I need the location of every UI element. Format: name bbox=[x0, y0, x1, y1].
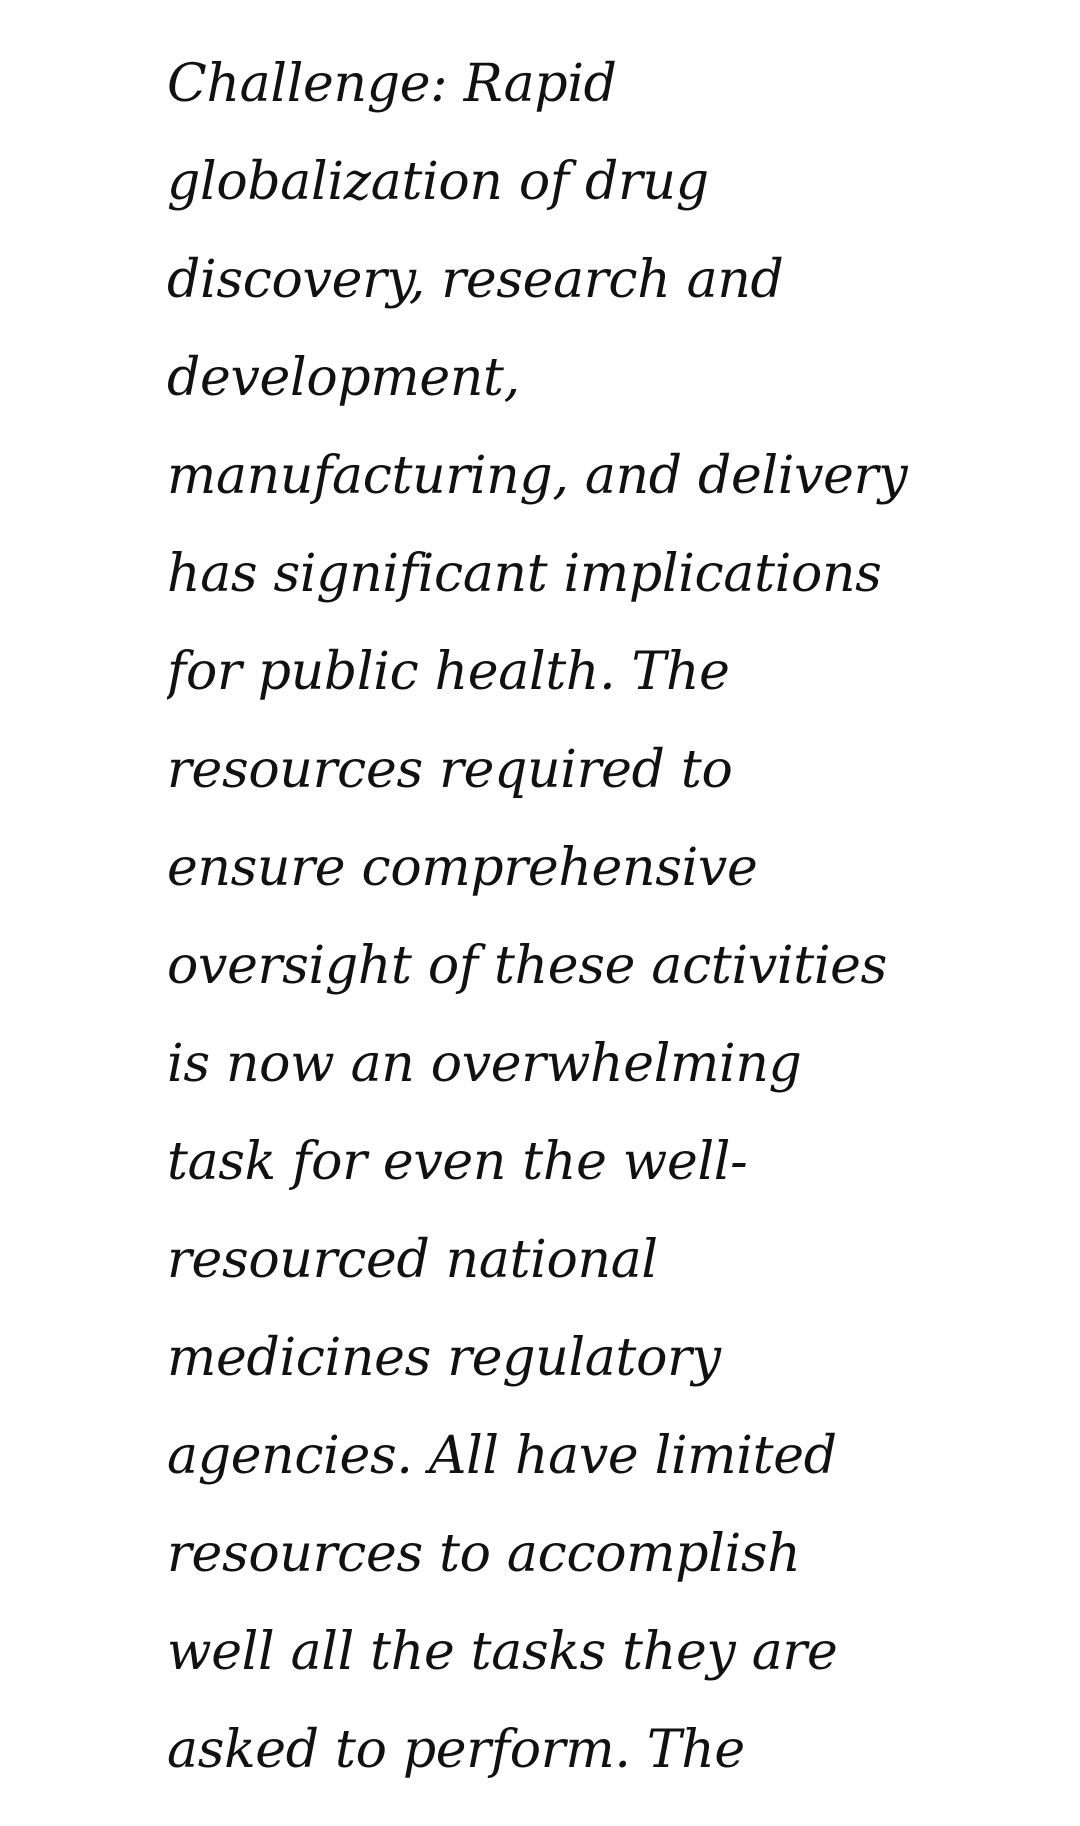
text-line: task for even the well- bbox=[167, 1132, 748, 1192]
text-line: Challenge: Rapid bbox=[167, 54, 617, 114]
text-line: has significant implications bbox=[167, 544, 882, 604]
text-line: for public health. The bbox=[167, 642, 730, 702]
text-line: globalization of drug bbox=[167, 152, 709, 212]
text-line: agencies. All have limited bbox=[167, 1426, 837, 1486]
text-line: asked to perform. The bbox=[167, 1720, 745, 1780]
text-line: is now an overwhelming bbox=[167, 1034, 802, 1094]
text-line: medicines regulatory bbox=[167, 1328, 721, 1388]
article-body bbox=[167, 0, 927, 1826]
text-line: manufacturing, and delivery bbox=[167, 446, 908, 506]
text-line: development, bbox=[167, 348, 520, 408]
text-line: resources required to bbox=[167, 740, 733, 800]
text-line: well all the tasks they are bbox=[167, 1622, 838, 1682]
text-line: oversight of these activities bbox=[167, 936, 888, 996]
text-line: resourced national bbox=[167, 1230, 658, 1290]
text-line: discovery, research and bbox=[167, 250, 784, 310]
text-line: resources to accomplish bbox=[167, 1524, 801, 1584]
text-line: ensure comprehensive bbox=[167, 838, 758, 898]
